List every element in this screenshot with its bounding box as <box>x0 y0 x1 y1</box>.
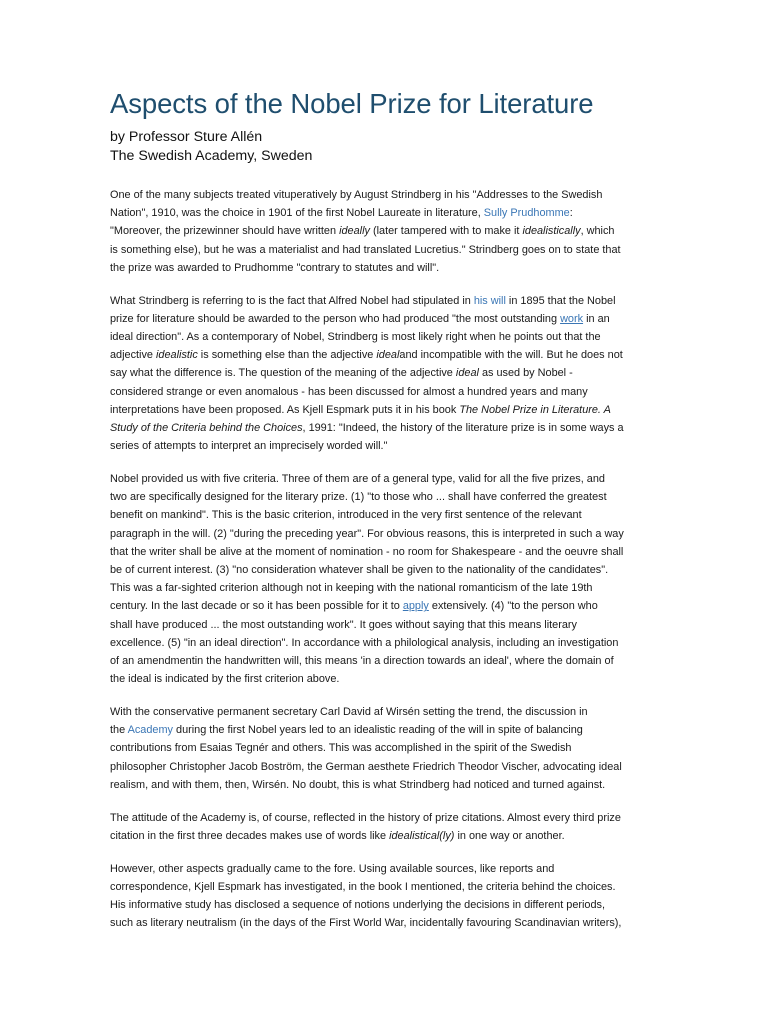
text-line <box>110 506 658 524</box>
text-line <box>110 419 658 437</box>
text-run: "Moreover, the prizewinner should have written <box>110 225 340 238</box>
text-run: say what the difference is. The question of the meaning of the adjective <box>110 367 456 380</box>
text-run: contributions from Esaias Tegnér and others. This was accomplished in the spirit of the Swedish <box>110 742 572 755</box>
text-run: the <box>110 724 128 737</box>
text-line <box>110 670 658 688</box>
emphasis-text: ideally <box>339 225 370 238</box>
inline-link[interactable]: Academy <box>127 724 173 737</box>
paragraph <box>110 470 658 688</box>
text-line <box>110 597 658 615</box>
paragraph <box>110 292 658 456</box>
text-run: series of attempts to interpret an imprecisely worded will." <box>110 440 388 453</box>
text-line <box>110 827 658 845</box>
emphasis-text: The Nobel Prize in Literature. A <box>459 403 611 416</box>
text-run: the ideal is indicated by the first criterion above. <box>110 673 340 686</box>
text-line <box>110 809 658 827</box>
inline-link[interactable]: work <box>560 312 584 325</box>
text-run: paragraph in the will. (2) "during the preceding year". For obvious reasons, this is interpreted in such a way <box>110 527 624 540</box>
text-line <box>110 652 658 670</box>
text-line <box>110 222 658 240</box>
emphasis-text: idealistically <box>522 225 581 238</box>
text-line <box>110 561 658 579</box>
text-run: ideal direction". As a contemporary of Nobel, Strindberg is most likely right when he points out that the <box>110 331 601 344</box>
document-title: Aspects of the Nobel Prize for Literature <box>110 88 594 119</box>
text-line <box>110 346 658 364</box>
text-line <box>110 739 658 757</box>
inline-link[interactable]: apply <box>402 600 429 613</box>
text-line <box>110 579 658 597</box>
text-line <box>110 328 658 346</box>
text-line <box>110 437 658 455</box>
text-run: prize for literature should be awarded to the person who had produced "the most outstanding <box>110 312 561 325</box>
text-run: , which <box>580 225 615 238</box>
text-line <box>110 703 658 721</box>
paragraph <box>110 186 658 277</box>
inline-link[interactable]: Sully Prudhomme <box>483 207 570 220</box>
paragraph <box>110 703 658 794</box>
text-line <box>110 470 658 488</box>
text-run: (later tampered with to make it <box>369 225 523 238</box>
text-run: , 1991: "Indeed, the history of the literature prize is in some ways a <box>302 422 624 435</box>
text-run: philosopher Christopher Jacob Boström, the German aesthete Friedrich Theodor Vischer, advocating ideal <box>110 760 622 773</box>
text-run: However, other aspects gradually came to the fore. Using available sources, like reports and <box>110 862 555 875</box>
document-page <box>110 86 658 947</box>
paragraph <box>110 809 658 845</box>
text-line <box>110 259 658 277</box>
text-run: is something else than the adjective <box>197 349 377 362</box>
text-run: in an <box>583 312 610 325</box>
text-line <box>110 914 658 932</box>
text-run: With the conservative permanent secretary Carl David af Wirsén setting the trend, the discussion in <box>110 706 588 719</box>
text-run: two are specifically designed for the literary prize. (1) "to those who ... shall have conferred the greatest <box>110 491 607 504</box>
text-line <box>110 776 658 794</box>
text-run: interpretations have been proposed. As Kjell Espmark puts it in his book <box>110 403 460 416</box>
text-run: citation in the first three decades makes use of words like <box>110 829 390 842</box>
text-run: the prize was awarded to Prudhomme "contrary to statutes and will". <box>110 261 440 274</box>
text-run: His informative study has disclosed a sequence of notions underlying the decisions in different periods, <box>110 899 606 912</box>
text-run: benefit on mankind". This is the basic criterion, introduced in the very first sentence of the relevant <box>110 509 582 522</box>
text-line <box>110 292 658 310</box>
text-run: as used by Nobel - <box>478 367 573 380</box>
text-line <box>110 634 658 652</box>
text-run: One of the many subjects treated vituperatively by August Strindberg in his "Addresses to the Swedish <box>110 189 603 201</box>
text-line <box>110 896 658 914</box>
emphasis-text: idealistic <box>156 349 198 362</box>
text-run: be of current interest. (3) "no consideration whatever shall be given to the nationality of the candidates". <box>110 564 609 577</box>
text-run: Nobel provided us with five criteria. Three of them are of a general type, valid for all the five prizes, and <box>110 473 605 486</box>
text-line <box>110 488 658 506</box>
article-body <box>110 186 658 932</box>
text-run: extensively. (4) "to the person who <box>428 600 598 613</box>
text-line <box>110 721 658 739</box>
text-line <box>110 383 658 401</box>
text-run: What Strindberg is referring to is the fact that Alfred Nobel had stipulated in <box>110 294 474 307</box>
author-line: by Professor Sture Allén <box>110 129 263 145</box>
text-line <box>110 860 658 878</box>
text-run: The attitude of the Academy is, of course, reflected in the history of prize citations. Almost every third prize <box>110 811 621 824</box>
text-line <box>110 204 658 222</box>
text-run: in 1895 that the Nobel <box>505 294 616 307</box>
text-run: shall have produced ... the most outstanding work". It goes without saying that this means literary <box>110 618 577 631</box>
text-run: is something else), but he was a materialist and had translated Lucretius." Strindberg goes on to state that <box>110 243 621 256</box>
text-line <box>110 186 658 204</box>
text-line <box>110 525 658 543</box>
text-run: : <box>569 207 573 220</box>
text-line <box>110 401 658 419</box>
paragraph <box>110 860 658 933</box>
text-run: century. In the last decade or so it has been possible for it to <box>110 600 403 613</box>
text-run: Nation", 1910, was the choice in 1901 of the first Nobel Laureate in literature, <box>110 207 484 220</box>
text-line <box>110 241 658 259</box>
text-run: correspondence, Kjell Espmark has investigated, in the book I mentioned, the criteria behind the choices. <box>110 880 616 893</box>
text-line <box>110 616 658 634</box>
text-run: during the first Nobel years led to an idealistic reading of the will in spite of balancing <box>172 724 583 737</box>
emphasis-text: ideal <box>455 367 479 380</box>
text-run: realism, and with them, then, Wirsén. No doubt, this is what Strindberg had noticed and turned against. <box>110 778 606 791</box>
text-run: in one way or another. <box>454 829 565 842</box>
text-run: of an amendmentin the handwritten will, this means 'in a direction towards an ideal', where the domain of <box>110 655 614 668</box>
text-run: adjective <box>110 349 157 362</box>
text-run: such as literary neutralism (in the days of the First World War, incidentally favouring Scandinavian writers), <box>110 917 622 930</box>
text-line <box>110 364 658 382</box>
text-run: This was a far-sighted criterion although not in keeping with the national romanticism of the late 19th <box>110 582 593 595</box>
emphasis-text: Study of the Criteria behind the Choices <box>110 422 303 435</box>
byline <box>110 128 658 166</box>
text-run: and incompatible with the will. But he does not <box>399 349 623 362</box>
text-line <box>110 878 658 896</box>
affiliation-line: The Swedish Academy, Sweden <box>110 148 313 164</box>
text-run: that the writer shall be alive at the moment of nomination - no room for Shakespeare - and the oeuvre shall <box>110 545 624 558</box>
text-run: excellence. (5) "in an ideal direction". In accordance with a philological analysis, including an investigation <box>110 636 619 649</box>
text-run: considered strange or even anomalous - has been discussed for almost a hundred years and many <box>110 385 588 398</box>
text-line <box>110 543 658 561</box>
text-line <box>110 758 658 776</box>
emphasis-text: ideal <box>376 349 400 362</box>
emphasis-text: idealistical(ly) <box>389 829 455 842</box>
inline-link[interactable]: his will <box>473 294 506 307</box>
text-line <box>110 310 658 328</box>
